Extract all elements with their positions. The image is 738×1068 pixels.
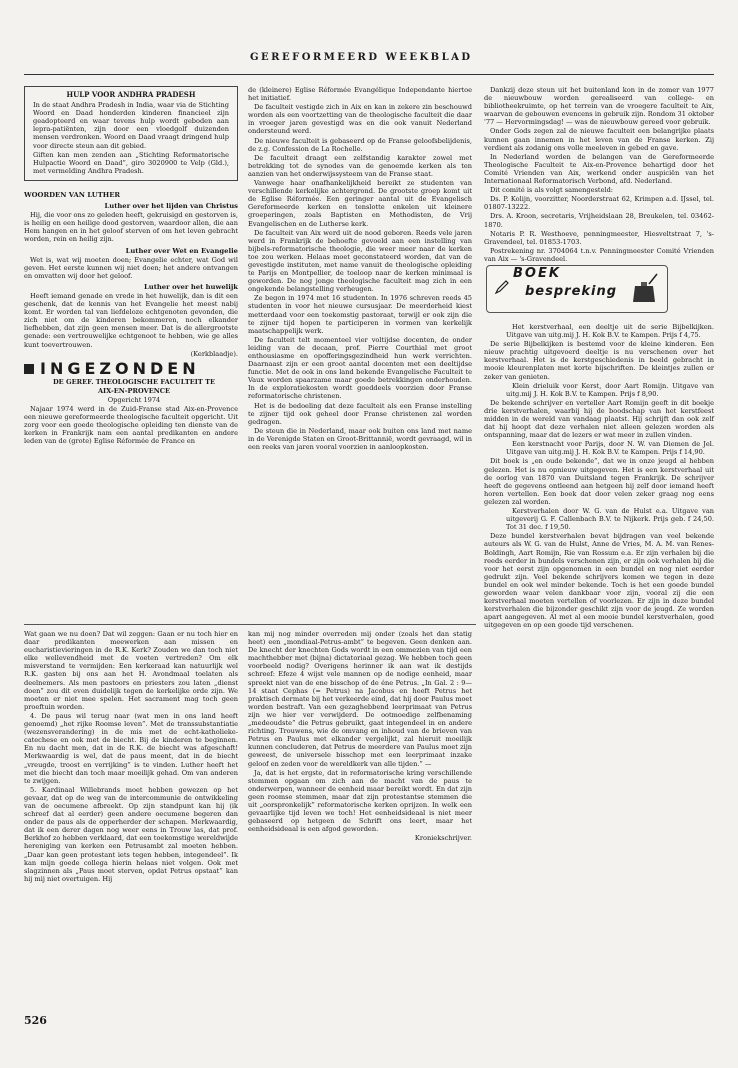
page-number: 526 <box>24 1014 47 1027</box>
kroniek-p2: 4. De paus wil terug naar (wat men in ons land heeft genoemd) „het rijke Roomse leven”. Met de transsubstantiatie (wezensverandering) in de mis met de echt-katholieke-catechese en ook met de biecht. Bij de kinderen te beginnen. En nu dacht men, dat in de R.K. de biecht was afgeschaft! Merkwaardig is wel, dat de paus meent, dat in de biecht „vreugde, troost en verrijking” is te vinden. Luther heeft het met die biecht dan toch maar moeilijk gehad. Om van anderen te zwijgen. <box>24 711 238 785</box>
kroniek-p4: kan mij nog minder overreden mij onder (zoals het dan statig heet) een „mondiaal-Petrus-ambt” te begeven. Geen denken aan. De knecht der knechten Gods wordt in een ommezien van tijd een machthebber met (bijna) dictatoriaal gezag. We hebben toch geen voorbeeld nodig? Overigens herinner ik aan wat ik destijds schreef: Efeze 4 wijst vele mannen op de nodige eenheid, maar spreekt niet van de ene bisschop of de éne Petrus. „In Gal. 2 : 9—14 staat Cephas (= Petrus) na Jacobus en heeft Petrus het praktisch dermate bij het verkeerde eind, dat hij door Paulus moet worden bestraft. Van een gezaghebbend leerprimaat van Petrus zijn we hier ver verwijderd. De ootmoedige zelfbenaming „medeoudste” die Petrus gebruikt, gaat integendeel in en andere richting. Trouwens, wie de omvang en inhoud van de brieven van Petrus en Paulus met elkander vergelijkt, zal hieruit moeilijk kunnen concluderen, dat Petrus de meerdere van Paulus moet zijn geweest, de universele bisschop met een leerprimaat inzake geloof en zeden voor de wereldkerk van alle tijden.” — <box>248 630 472 768</box>
faculty-p14: Dit comité is als volgt samengesteld: <box>490 186 614 195</box>
committee-member-1: Ds. P. Kolijn, voorzitter, Noorderstraat 62, Krimpen a.d. IJssel, tel. 01807-13222. <box>484 195 714 212</box>
book-4-title: Kerstverhalen door W. G. van de Hulst e.a. Uitgave van uitgeverij G. F. Callenbach B.V. te Nijkerk. Prijs geb. f 24,50. Tot 31 dec. f 19,50. <box>506 507 714 532</box>
faculty-p4: De faculteit draagt een zelfstandig karakter zowel met betrekking tot de synodes van de genoemde kerken als ten aanzien van het onderwijssysteem van de Franse staat. <box>248 153 472 178</box>
luther-source: (Kerkblaadje). <box>190 349 238 358</box>
book-4-review: Deze bundel kerstverhalen bevat bijdragen van veel bekende auteurs als W. G. van de Hulst, Anne de Vries, M. A. M. van Renes-Boldingh, Aart Romijn, Rie van Rossum e.a. Er zijn verhalen bij die reeds eerder in bundels verschenen zijn, er zijn ook verhalen bij die voor het eerst zijn opgenomen in een bundel en nog niet eerder gedrukt zijn. Veel bekende schrijvers komen we tegen in deze bundel en ook wel minder bekende. Toch is het een goede bundel geworden waar velen dankbaar voor zijn, vooral zij die een kerstverhaal moeten vertellen of voorlezen. Er zijn in deze bundel kerstverhalen die bijzonder geschikt zijn voor de jeugd. Ze worden apart aangegeven. Al met al een mooie bundel kerstverhalen, goed uitgegeven en op een goede tijd verschenen. <box>484 532 714 630</box>
faculty-p10: De steun die in Nederland, maar ook buiten ons land met name in de Verenigde Staten en Groot-Brittannië, wordt gevraagd, wil in een reeks van jaren vooral voorzien in aanloopkosten. <box>248 426 472 452</box>
ingezonden-heading-2: AIX-EN-PROVENCE <box>97 386 171 395</box>
column-lower-middle <box>248 630 472 843</box>
boekbespreking-logo <box>486 265 668 313</box>
andhra-box <box>24 86 238 181</box>
column-right <box>484 86 714 630</box>
luther-s2: Wet is, wat wij moeten doen; Evangelie echter, wat God wil geven. Het eerste kunnen wij niet doen; het andere ontvangen en omvatten wij door het geloof. <box>24 255 238 280</box>
faculty-p5: Vanwege haar onafhankelijkheid bereikt ze studenten van verschillende kerkelijke achtergrond. De grootste groep komt uit de Eglise Réformée. Een geringer aantal uit de Evangelisch Gereformeerde kerken en tenslotte enkelen uit kleinere groeperingen, zoals Baptisten en Methodisten, de Vrij Evangelischen en de Lutherse kerk. <box>248 179 472 228</box>
book-3-review: Dit boek is „en oude bekende”, dat we in onze jeugd al hebben gelezen. Het is nu opnieuw uitgegeven. Het is een kerstverhaal uit de oorlog van 1870 van Duitsland tegen Frankrijk. De schrijver heeft de gegevens ontleend aan hetgeen hij zelf door iemand heeft horen vertellen. Een boek dat door velen zeker graag nog eens gelezen zal worden. <box>484 457 714 506</box>
ingezonden-banner <box>24 358 238 378</box>
faculty-p9: Het is de bedoeling dat deze faculteit als een Franse instelling te zijner tijd ook geheel door Franse christenen zal worden gedragen. <box>248 401 472 426</box>
faculty-p7: Ze begon in 1974 met 16 studenten. In 1976 schreven reeds 45 studenten in voor het nieuwe cursusjaar. De meerderheid kiest metterdaad voor een toekomstig pastoraat, terwijl er ook zijn die te zijner tijd hopen te participeren in vormen van kerkelijk maatschappelijk werk. <box>248 294 472 335</box>
book-1-title: Het kerstverhaal, een deeltje uit de serie Bijbelkijken. Uitgave van uitg.mij J. H. Kok B.V. te Kampen. Prijs f 4,75. <box>506 322 714 340</box>
luther-s3-title: Luther over het huwelijk <box>144 282 238 291</box>
inkwell-icon <box>629 272 659 306</box>
luther-s2-title: Luther over Wet en Evangelie <box>125 246 238 255</box>
pen-icon <box>495 280 509 294</box>
ingezonden-label: INGEZONDEN <box>40 358 200 378</box>
faculty-p1: de (kleinere) Eglise Réformée Evangélique Independante hiertoe het initiatief. <box>248 86 472 103</box>
ingezonden-heading-1: DE GEREF. THEOLOGISCHE FACULTEIT TE <box>52 377 216 386</box>
faculty-p3: De nieuwe faculteit is gebaseerd op de Franse geloofsbelijdenis, de z.g. Confession de La Rochelle. <box>248 136 472 153</box>
kroniek-p1: Wat gaan we nu doen? Dat wil zeggen: Gaan er nu toch hier en daar predikanten meewerken aan missen en eucharistievieringen in de R.K. Kerk? Zouden we dan toch niet elke wellevendheid met de voeten vertreden? Om elk misverstand te vermijden: Een kerkeraad kan natuurlijk wel R.K. gasten bij ons aan het H. Avondmaal toelaten als deelnemers. Als men pastoors en priesters zou laten „dienst doen” zou dit even duidelijk tegen de kerkelijke orde zijn. We moeten er niet mee spelen. Het sacrament mag toch geen proeftuin worden. <box>24 630 238 711</box>
header-rule <box>24 74 714 75</box>
luther-s3: Heeft iemand genade en vrede in het huwelijk, dan is dit een geschenk, dat de kennis van het Evangelie het meest nabij komt. Er worden tal van liefdeloze echtgenoten gevonden, die zich niet om de kinderen bekommeren, noch elkander liefhebben, dat zijn geen mensen meer. Dat is de allergrootste genade: een vertrouwelijke echtgenoot te hebben, wie ge alles kunt toevertrouwen. <box>24 291 238 349</box>
banner-block-icon <box>24 364 34 374</box>
book-1-review: De serie Bijbelkijken is bestemd voor de kleine kinderen. Een nieuw prachtig uitgevoerd deeltje is nu verschenen over het kerstverhaal. Het is de kerstgeschiedenis in beeld gebracht in mooie kleurenplaten met korte bijschriften. De kleintjes zullen er zeker van genieten. <box>484 340 714 381</box>
ingezonden-sub: Opgericht 1974 <box>107 395 161 404</box>
kroniek-p3: 5. Kardinaal Willebrands moet hebben gewezen op het gevaar, dat op de weg van de intercommunie de ontwikkeling van de oecumene afbreekt. Op zijn standpunt kan hij (ik schreef dat al eerder) geen andere oecumene begeren dan onder de paus als de opperherder der schapen. Merkwaardig, dat ik een derer dagen nog weer eens in Trouw las, dat prof. Berkhof zo hebben verklaard, dat een toekomstige wereldwijde hereniging van kerken een Petrusambt zal moeten hebben. „Daar kan geen protestant iets tegen hebben, integendeel”. Ik kan mijn goede collega hierin helaas niet volgen. Ook met slagzinnen als „Paus moet sterven, opdat Petrus opstaat” kan hij mij niet overtuigen. Hij <box>24 785 238 883</box>
column-left <box>24 86 238 446</box>
committee-member-3: Notaris P. R. Westhoeve, penningmeester, Hiesveltstraat 7, 's-Gravendeel, tel. 01853-1703. <box>484 229 714 246</box>
logo-word-1: BOEK <box>513 265 561 281</box>
book-3-title: Een kerstnacht voor Parijs, door N. W. van Diemen de Jel. Uitgave van uitg.mij J. H. Kok B.V. te Kampen. Prijs f 14,90. <box>506 440 714 457</box>
andhra-body: In de staat Andhra Pradesh in India, waar via de Stichting Woord en Daad honderden kinderen financieel zijn geadopteerd en waar tevens hulp wordt geboden aan lepra-patiënten, zijn door een vloedgolf duizenden mensen verdronken. Woord en Daad vraagt dringend hulp voor directe steun aan dit gebied. <box>33 101 229 150</box>
running-header: GEREFORMEERD WEEKBLAD <box>250 52 473 63</box>
section-divider <box>24 624 476 625</box>
column-lower-left <box>24 630 238 884</box>
faculty-p2: De faculteit vestigde zich in Aix en kan in zekere zin beschouwd worden als een voortzetting van de theologische faculteit die daar in vroeger jaren gevestigd was en die ook vanuit Nederland ondersteund werd. <box>248 103 472 136</box>
faculty-p12: Onder Gods zegen zal de nieuwe faculteit een belangrijke plaats kunnen gaan innemen in het leven van de Franse kerken. Zij verdient als zodanig ons volle meeleven in gebed en gave. <box>484 127 714 152</box>
kroniek-signature: Kroniekschrijver. <box>414 834 472 843</box>
book-2-title: Klein drieluik voor Kerst, door Aart Romijn. Uitgave van uitg.mij J. H. Kok B.V. te Kampen. Prijs f 8,90. <box>506 381 714 398</box>
kroniek-p5: Ja, dat is het ergste, dat in reformatorische kring verschillende stemmen opgaan om zich aan de macht van de paus te onderwerpen, wanneer de eenheid maar bereikt wordt. En dat zijn geen roomse stemmen, maar dat zijn protestantse stemmen die uit „oorspronkelijk” reformatorische kerken oprijzen. In welk een gevaarlijke tijd leven we toch! Het eenheidsideaal is niet meer gebaseerd op hetgeen de Schrift ons leert, maar het eenheidsideaal is een afgod geworden. <box>248 768 472 834</box>
luther-s1-title: Luther over het lijden van Christus <box>104 202 238 211</box>
ingezonden-p1: Najaar 1974 werd in de Zuid-Franse stad Aix-en-Provence een nieuwe gereformeerde theologische faculteit opgericht. Uit zorg voor een goede theologische opleiding ten dienste van de kerken in Frankrijk nam een aantal predikanten en andere leden van de (grote) Eglise Réformée de France en <box>24 405 238 446</box>
column-middle <box>248 86 472 452</box>
luther-title: WOORDEN VAN LUTHER <box>24 190 121 199</box>
faculty-p13: In Nederland worden de belangen van de Gereformeerde Theologische Faculteit te Aix-en-Provence behartigd door het Comité Vrienden van Aix, werkend onder auspiciën van het Internationaal Reformatorisch Verbond, afd. Nederland. <box>484 152 714 186</box>
logo-word-2: bespreking <box>525 283 618 299</box>
luther-s1: Hij, die voor ons zo geleden heeft, gekruisigd en gestorven is, is heilig en een heilige dood gestorven, waardoor allen, die aan Hem hangen en in het geloof sterven of om het leven gebracht worden, rein en heilig zijn. <box>24 211 238 244</box>
andhra-gifts: Giften kan men zenden aan „Stichting Reformatorische Hulpactie Woord en Daad”, giro 3020900 te Velp (Gld.), met vermelding Andhra Pradesh. <box>33 150 229 175</box>
book-2-review: De bekende schrijver en verteller Aart Romijn geeft in dit boekje drie kerstverhalen, waarbij hij de boodschap van het kerstfeest midden in de wereld van vandaag plaatst. Hij schrijft dan ook zelf dat hij hoopt dat deze verhalen niet alleen gelezen worden als ontspanning, maar dat de lezers er wat meer in zullen vinden. <box>484 398 714 440</box>
andhra-title: HULP VOOR ANDHRA PRADESH <box>66 90 196 99</box>
committee-account: Postrekening nr. 3704064 t.n.v. Penningmeester Comité Vrienden van Aix — 's-Gravendeel. <box>484 246 714 263</box>
faculty-p11: Dankzij deze steun uit het buitenland kon in de zomer van 1977 de nieuwbouw worden gerealiseerd van college- en bibliotheekruimte, op het terrein van de vroegere faculteit te Aix, waarvan de gebouwen evencens in gebruik zijn. Rondom 31 oktober '77 — Hervormingsdag! — was de nieuwbouw gereed voor gebruik. <box>484 86 714 127</box>
faculty-p6: De faculteit van Aix werd uit de nood geboren. Reeds vele jaren werd in Frankrijk de behoefte gevoeld aan een instelling van bijbels-reformatorische theologie, die weer meer naar de kerken toe zou werken. Helaas moet geconstateerd worden, dat van de gevestigde instituten, met name vanuit de theologische opleiding te Parijs en Montpellier, de toeloop naar de kerken minimaal is geworden. De nog jonge theologische faculteit mag zich in een ongekende belangstelling verheugen. <box>248 228 472 294</box>
committee-member-2: Drs. A. Kroon, secretaris, Vrijheidslaan 28, Breukelen, tel. 03462-1870. <box>484 212 714 229</box>
faculty-p8: De faculteit telt momenteel vier voltijdse docenten, de onder leiding van de decaan, prof. Pierre Courthial met groot enthousiasme en opofferingsgezindheid hun werk verrichten. Daarnaast zijn er een groot aantal docenten met een deeltijdse functie. Met de ook in ons land bekende Evangelische Faculteit te Vaux worden spaarzame maar goede betrekkingen onderhouden. In de exploratiekosten wordt goeddeels voorzien door Franse reformatorische christenen. <box>248 335 472 401</box>
